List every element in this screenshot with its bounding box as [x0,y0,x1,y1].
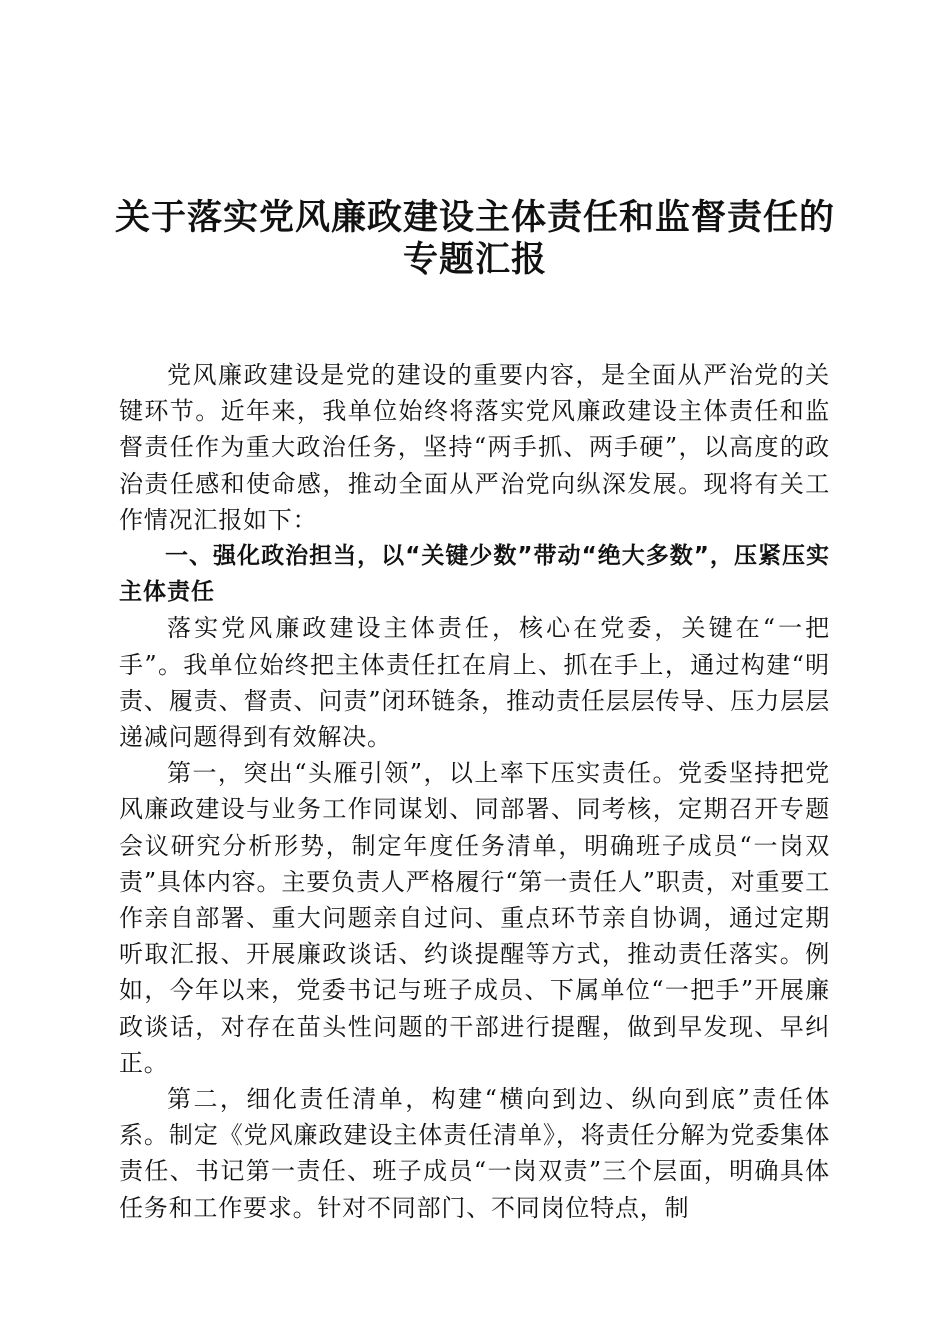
section-heading-1: 一、强化政治担当，以“关键少数”带动“绝大多数”，压紧压实主体责任 [119,543,830,606]
document-title-line-1: 关于落实党风廉政建设主体责任和监督责任的 [114,197,835,238]
body-paragraph: 第二，细化责任清单，构建“横向到边、纵向到底”责任体系。制定《党风廉政建设主体责任清单》，将责任分解为党委集体责任、书记第一责任、班子成员“一岗双责”三个层面，明确具体任务和工作要求。针对不同部门、不同岗位特点，制 [119,1085,830,1222]
document-body [119,357,830,1226]
body-paragraph: 第一，突出“头雁引领”，以上率下压实责任。党委坚持把党风廉政建设与业务工作同谋划、同部署、同考核，定期召开专题会议研究分析形势，制定年度任务清单，明确班子成员“一岗双责”具体内容。主要负责人严格履行“第一责任人”职责，对重要工作亲自部署、重大问题亲自过问、重点环节亲自协调，通过定期听取汇报、开展廉政谈话、约谈提醒等方式，推动责任落实。例如，今年以来，党委书记与班子成员、下属单位“一把手”开展廉政谈话，对存在苗头性问题的干部进行提醒，做到早发现、早纠正。 [119,759,830,1077]
body-paragraph: 落实党风廉政建设主体责任，核心在党委，关键在“一把手”。我单位始终把主体责任扛在肩上、抓在手上，通过构建“明责、履责、督责、问责”闭环链条，推动责任层层传导、压力层层递减问题得到有效解决。 [119,614,830,752]
intro-paragraph: 党风廉政建设是党的建设的重要内容，是全面从严治党的关键环节。近年来，我单位始终将落实党风廉政建设主体责任和监督责任作为重大政治任务，坚持“两手抓、两手硬”，以高度的政治责任感和使命感，推动全面从严治党向纵深发展。现将有关工作情况汇报如下： [119,361,830,534]
document-title-line-2: 专题汇报 [402,239,547,280]
